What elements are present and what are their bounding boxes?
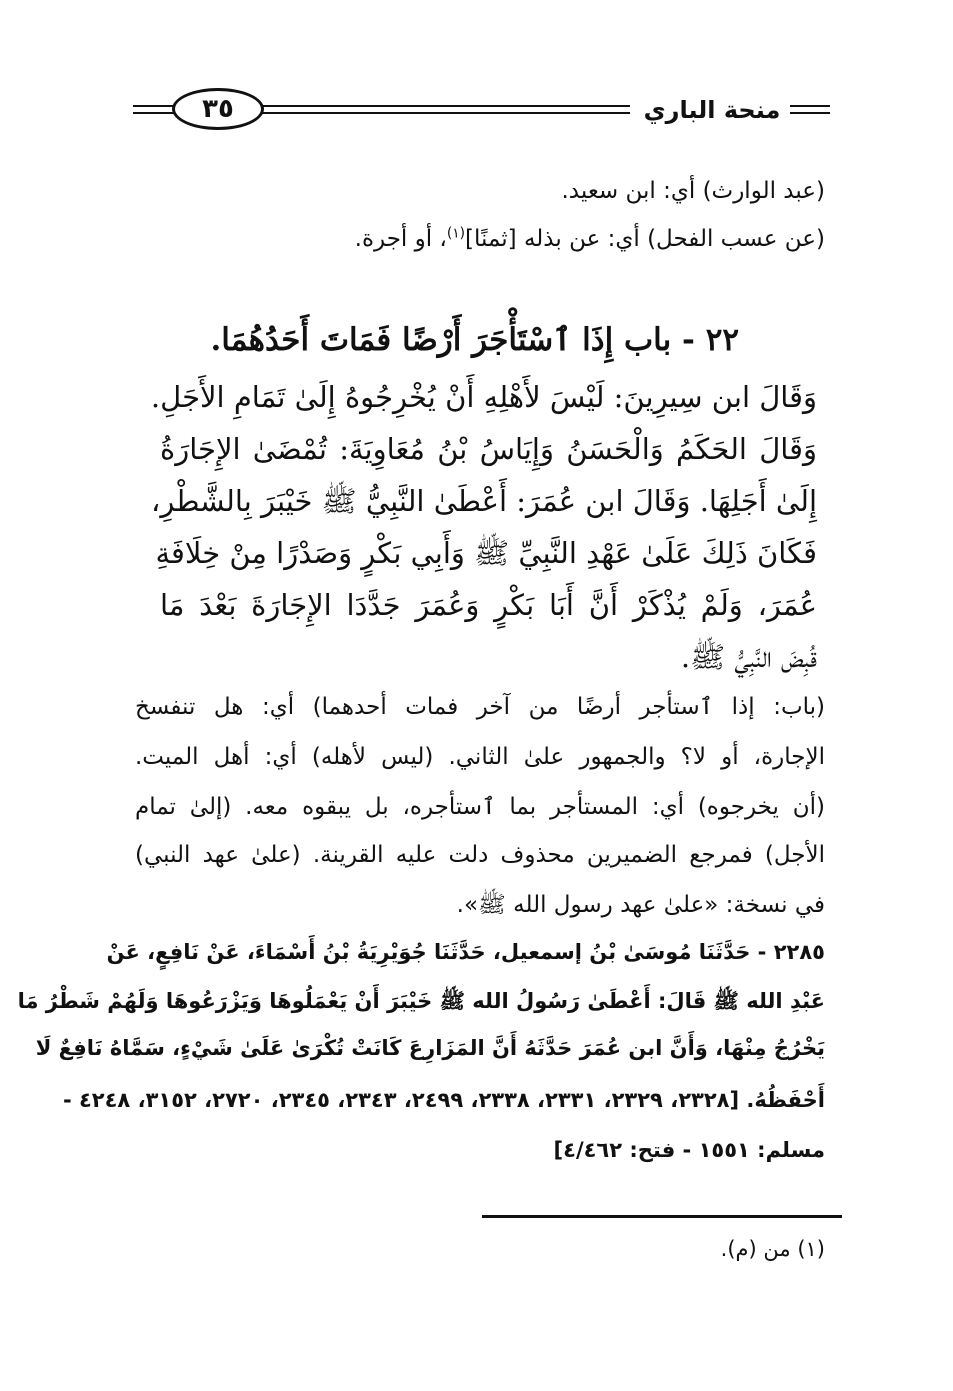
footnote-marker: (١) xyxy=(446,225,466,242)
matn-line: قُبِضَ النَّبِيُّ ﷺ. xyxy=(680,640,817,674)
hadith-line: ٢٢٨٥ - حَدَّثَنَا مُوسَىٰ بْنُ إسمعيل، حَدَّثَنَا جُوَيْرِيَةُ بْنُ أَسْمَاءَ، عَنْ نَافِعٍ، عَنْ xyxy=(106,940,825,964)
commentary-line: (أن يخرجوه) أي: المستأجر بما ٱستأجره، بل يبقوه معه. (إلىٰ تمام xyxy=(135,794,825,820)
header-rule-right xyxy=(790,105,830,114)
commentary-line: (عبد الوارث) أي: ابن سعيد. xyxy=(561,178,825,204)
footnote-separator xyxy=(482,1215,842,1218)
commentary-line xyxy=(355,226,825,252)
commentary-line: في نسخة: «علىٰ عهد رسول الله ﷺ». xyxy=(456,892,825,918)
commentary-text: ، أو أجرة. xyxy=(354,226,447,252)
commentary-line: الأجل) فمرجع الضميرين محذوف دلت عليه القرينة. (علىٰ عهد النبي) xyxy=(135,842,825,868)
hadith-line: عَبْدِ الله ﷺ قَالَ: أَعْطَىٰ رَسُولُ الله ﷺ خَيْبَرَ أَنْ يَعْمَلُوهَا وَيَزْرَعُوهَا وَلَهُمْ شَطْرُ مَا xyxy=(17,989,825,1013)
chapter-heading: ٢٢ - باب إِذَا ٱسْتَأْجَرَ أَرْضًا فَمَاتَ أَحَدُهُمَا. xyxy=(210,322,739,358)
page-number: ٣٥ xyxy=(172,88,264,130)
commentary-line: (باب: إذا ٱستأجر أرضًا من آخر فمات أحدهما) أي: هل تنفسخ xyxy=(135,694,825,720)
matn-line: عُمَرَ، وَلَمْ يُذْكَرْ أَنَّ أَبَا بَكْرٍ وَعُمَرَ جَدَّدَا الإِجَارَةَ بَعْدَ مَا xyxy=(160,588,817,622)
header-rule-middle xyxy=(258,105,630,114)
running-title: منحة الباري xyxy=(643,96,781,124)
matn-line: وَقَالَ الحَكَمُ وَالْحَسَنُ وَإِيَاسُ بْنُ مُعَاوِيَةَ: تُمْضَىٰ الإِجَارَةُ xyxy=(160,432,817,466)
matn-line: إِلَىٰ أَجَلِهَا. وَقَالَ ابن عُمَرَ: أَعْطَىٰ النَّبِيُّ ﷺ خَيْبَرَ بِالشَّطْرِ، xyxy=(151,484,817,518)
commentary-text: (عن عسب الفحل) أي: عن بذله [ثمنًا] xyxy=(465,226,825,252)
footnote: (١) من (م). xyxy=(720,1237,825,1261)
matn-line: وَقَالَ ابن سِيرِينَ: لَيْسَ لأَهْلِهِ أَنْ يُخْرِجُوهُ إِلَىٰ تَمَامِ الأَجَلِ. xyxy=(150,380,817,414)
hadith-line: يَخْرُجُ مِنْهَا، وَأَنَّ ابن عُمَرَ حَدَّثَهُ أَنَّ المَزَارِعَ كَانَتْ تُكْرَىٰ عَلَىٰ شَيْءٍ، سَمَّاهُ نَافِعٌ لَا xyxy=(35,1036,825,1060)
hadith-line: أَحْفَظُهُ. [٢٣٢٨، ٢٣٢٩، ٢٣٣١، ٢٣٣٨، ٢٤٩٩، ٢٣٤٣، ٢٣٤٥، ٢٧٢٠، ٣١٥٢، ٤٢٤٨ - xyxy=(62,1088,825,1112)
hadith-line: مسلم: ١٥٥١ - فتح: ٤/٤٦٢] xyxy=(553,1138,825,1162)
commentary-line: الإجارة، أو لا؟ والجمهور علىٰ الثاني. (ليس لأهله) أي: أهل الميت. xyxy=(135,744,825,770)
matn-line: فَكَانَ ذَلِكَ عَلَىٰ عَهْدِ النَّبِيِّ ﷺ وَأَبِي بَكْرٍ وَصَدْرًا مِنْ خِلَافَةِ xyxy=(155,536,817,570)
